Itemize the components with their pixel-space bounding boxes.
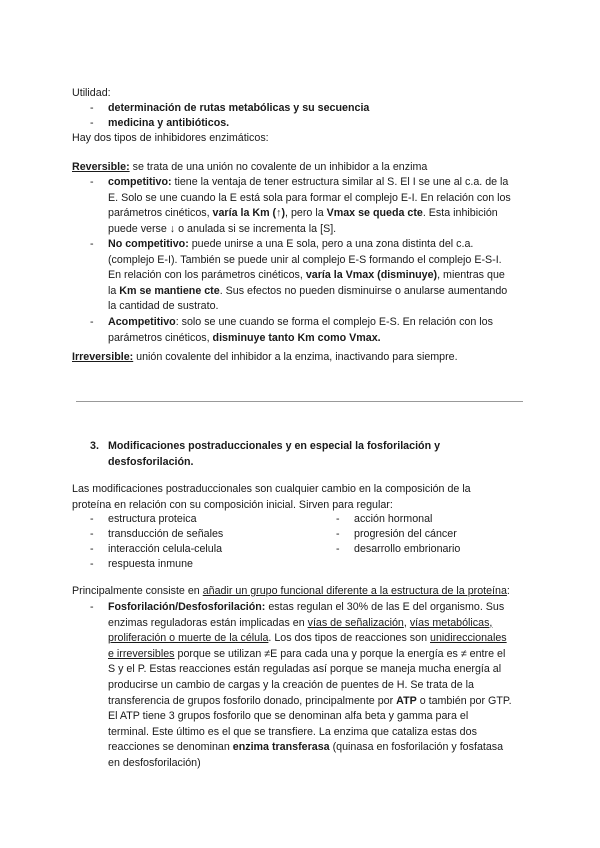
bullet-dash: -: [90, 117, 94, 129]
bullet-dash: -: [90, 316, 94, 328]
irreversible-line: [72, 350, 532, 366]
fosfo-transferasa: enzima transferasa: [232, 741, 330, 754]
mods-paragraph: [72, 482, 532, 513]
competitivo-paragraph: [108, 175, 538, 237]
principal-line: [72, 584, 532, 600]
fosfo-l10c: (quinasa en fosforilación y fosfatasa: [329, 741, 504, 754]
principal-c: :: [506, 585, 510, 597]
no-competitivo-l2: (complejo E-I). También se puede unir al complejo E-S formando el complejo E-S-I.: [108, 253, 502, 266]
competitivo-km: varía la Km (↑): [212, 207, 286, 220]
fosfo-label: Fosforilación/Desfosforilación:: [108, 601, 266, 613]
list-item: interacción celula-celula: [108, 543, 223, 555]
bullet-dash: -: [90, 102, 94, 114]
no-competitivo-label: No competitivo:: [108, 238, 189, 250]
list-item: progresión del cáncer: [354, 528, 457, 540]
no-competitivo-km: Km se mantiene cte: [119, 284, 220, 297]
reversible-line: [72, 160, 532, 176]
fosfo-l8: El ATP tiene 3 grupos fosforilo que se denominan alfa beta y gamma para el: [108, 710, 469, 723]
fosfo-l1: estas regulan el 30% de las E del organismo. Sus: [265, 601, 505, 613]
mods-l2: proteína en relación con su composición inicial. Sirven para regular:: [72, 498, 393, 511]
fosfo-l10a: reacciones se denominan: [108, 741, 233, 754]
fosfo-l3c: unidireccionales: [430, 632, 507, 645]
reversible-label: Reversible:: [72, 161, 130, 173]
acompetitivo-l2b: disminuye tanto Km como Vmax.: [212, 331, 381, 344]
fosfo-l2a: enzimas reguladoras están implicadas en: [108, 616, 308, 629]
bullet-dash: -: [336, 528, 340, 540]
no-competitivo-l1: puede unirse a una E sola, pero a una zona distinta del c.a.: [188, 238, 474, 250]
list-item: transducción de señales: [108, 528, 224, 540]
no-competitivo-l3c: , mientras que: [437, 269, 505, 282]
acompetitivo-label: Acompetitivo: [108, 316, 176, 328]
bullet-dash: -: [90, 558, 94, 570]
section-title-l2: desfosforilación.: [108, 455, 194, 468]
utilidad-item-2: medicina y antibióticos.: [108, 117, 230, 129]
bullet-dash: -: [90, 528, 94, 540]
competitivo-label: competitivo:: [108, 176, 172, 188]
list-item: respuesta inmune: [108, 558, 193, 570]
competitivo-l1: tiene la ventaja de tener estructura similar al S. El I se une al c.a. de la: [171, 176, 509, 188]
irreversible-text: unión covalente del inhibidor a la enzima, inactivando para siempre.: [133, 351, 458, 363]
competitivo-l4: puede verse ↓ o anulada si se incrementa la [S].: [108, 222, 337, 235]
no-competitivo-l5: la cantidad de sustrato.: [108, 300, 219, 313]
fosfo-atp: ATP: [396, 694, 417, 707]
fosfo-l3a: proliferación o muerte de la célula: [108, 632, 269, 645]
section-number: 3.: [90, 440, 99, 452]
principal-b: añadir un grupo funcional diferente a la estructura de la proteína: [202, 585, 507, 597]
acompetitivo-l2a: parámetros cinéticos,: [108, 331, 213, 344]
fosfo-l2d: vías metabólicas,: [409, 616, 493, 629]
horizontal-divider: [76, 401, 523, 402]
intro-text: Hay dos tipos de inhibidores enzimáticos:: [72, 132, 269, 144]
no-competitivo-l4c: . Sus efectos no pueden disminuirse o anularse aumentando: [219, 284, 508, 297]
bullet-dash: -: [90, 176, 94, 188]
competitivo-l3a: parámetros cinéticos,: [108, 207, 213, 220]
irreversible-label: Irreversible:: [72, 351, 134, 363]
bullet-dash: -: [90, 543, 94, 555]
no-competitivo-vmax: varía la Vmax (disminuye): [305, 269, 438, 282]
utilidad-item-1: determinación de rutas metabólicas y su secuencia: [108, 102, 370, 114]
utilidad-title: Utilidad:: [72, 87, 111, 99]
bullet-dash: -: [336, 543, 340, 555]
fosfo-l6: producirse un cambio de cargas y la creación de puentes de H. Se trata de la: [108, 678, 474, 691]
bullet-dash: -: [90, 513, 94, 525]
list-item: desarrollo embrionario: [354, 543, 461, 555]
section-title-l1: Modificaciones postraduccionales y en especial la fosforilación y: [108, 440, 441, 452]
competitivo-vmax: Vmax se queda cte: [326, 207, 423, 220]
competitivo-l3c: , pero la: [285, 207, 327, 220]
no-competitivo-l4a: la: [108, 284, 120, 297]
bullet-dash: -: [90, 238, 94, 250]
fosfo-l5: S y el P. Estas reacciones están reguladas así porque se maneja mucha energía al: [108, 663, 502, 676]
competitivo-l3e: . Esta inhibición: [422, 207, 498, 220]
competitivo-l2: E. Solo se une cuando la E está sola para formar el complejo E-I. En relación con los: [108, 191, 511, 204]
acompetitivo-paragraph: [108, 315, 538, 346]
fosfo-l11: en desfosforilación): [108, 756, 201, 769]
no-competitivo-l3a: En relación con los parámetros cinéticos,: [108, 269, 306, 282]
no-competitivo-paragraph: [108, 237, 538, 315]
fosfo-l4b: porque se utilizan ≠E para cada una y porque la energía es ≠ entre el: [174, 647, 506, 660]
fosfo-l7a: transferencia de grupos fosforilo donado, principalmente por: [108, 694, 397, 707]
principal-a: Principalmente consiste en: [72, 585, 203, 597]
regulation-list: [90, 512, 490, 574]
fosfo-l9: terminal. Este último es el que se transfiere. La enzima que cataliza estas dos: [108, 725, 477, 738]
bullet-dash: -: [90, 601, 94, 613]
list-item: estructura proteica: [108, 513, 197, 525]
mods-l1: Las modificaciones postraduccionales son cualquier cambio en la composición de la: [72, 483, 471, 495]
fosfo-l7c: o también por GTP.: [416, 694, 512, 707]
bullet-dash: -: [336, 513, 340, 525]
section-title: [108, 439, 538, 470]
fosfo-l4a: e irreversibles: [108, 647, 175, 660]
fosfo-l3b: . Los dos tipos de reacciones son: [268, 632, 431, 645]
acompetitivo-l1: : solo se une cuando se forma el complejo E-S. En relación con los: [175, 316, 493, 328]
fosfo-l2c: ,: [403, 616, 410, 629]
reversible-text: se trata de una unión no covalente de un inhibidor a la enzima: [129, 161, 428, 173]
list-item: acción hormonal: [354, 513, 433, 525]
fosfo-l2b: vías de señalización: [307, 616, 404, 629]
fosfo-paragraph: [108, 600, 538, 772]
